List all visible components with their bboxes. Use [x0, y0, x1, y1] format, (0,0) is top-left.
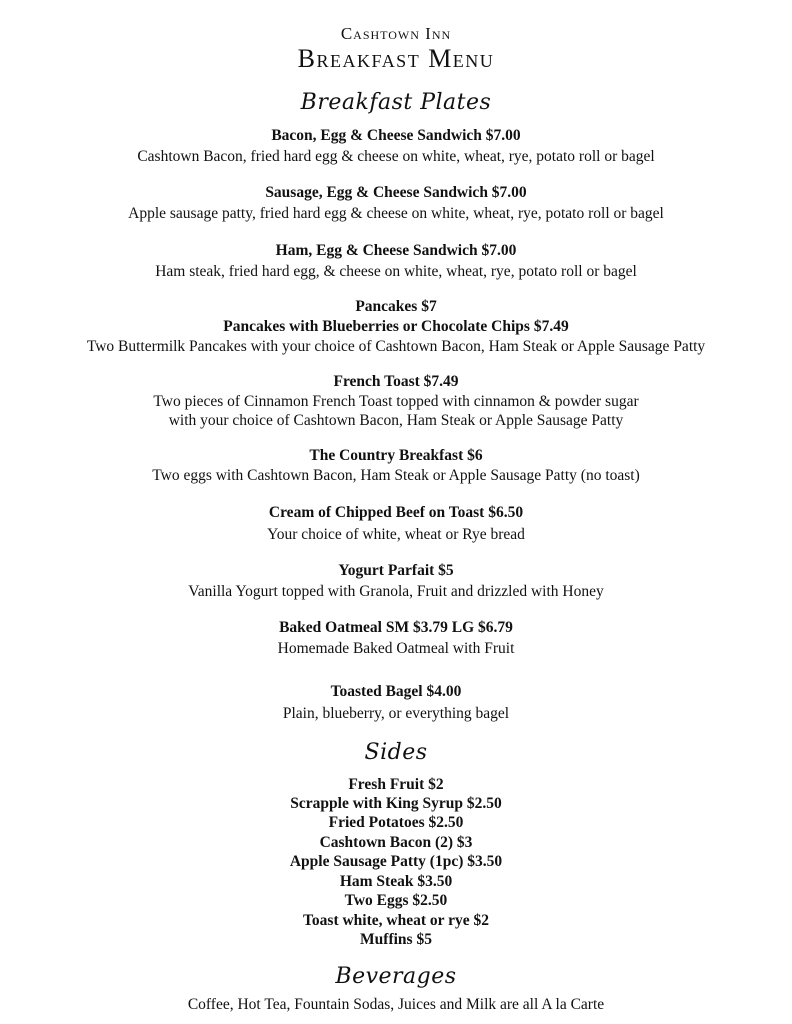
- plate-description: Apple sausage patty, fried hard egg & cheese on white, wheat, rye, potato roll or bagel: [128, 205, 664, 222]
- plate-description: Vanilla Yogurt topped with Granola, Fruit and drizzled with Honey: [188, 583, 604, 600]
- inn-name: Cashtown Inn: [340, 24, 452, 43]
- plate-title: Yogurt Parfait $5: [338, 562, 454, 579]
- plate-description: Two Buttermilk Pancakes with your choice of Cashtown Bacon, Ham Steak or Apple Sausage Patty: [86, 338, 706, 355]
- plate-description: Your choice of white, wheat or Rye bread: [267, 526, 525, 543]
- plate-title: Bacon, Egg & Cheese Sandwich $7.00: [271, 127, 521, 144]
- side-item: Fried Potatoes $2.50: [328, 814, 464, 831]
- section-title-sides: Sides: [364, 740, 428, 765]
- plate-description: Two eggs with Cashtown Bacon, Ham Steak or Apple Sausage Patty (no toast): [152, 467, 640, 484]
- side-item: Fresh Fruit $2: [348, 776, 444, 793]
- plate-title: Toasted Bagel $4.00: [330, 683, 462, 700]
- section-title-breakfast-plates: Breakfast Plates: [300, 90, 492, 115]
- plate-title: French Toast $7.49: [333, 373, 459, 390]
- plate-title: Cream of Chipped Beef on Toast $6.50: [268, 504, 524, 521]
- plate-title: Pancakes $7: [355, 298, 437, 315]
- beverages-note: Coffee, Hot Tea, Fountain Sodas, Juices and Milk are all A la Carte: [187, 996, 605, 1013]
- plate-description: Cashtown Bacon, fried hard egg & cheese on white, wheat, rye, potato roll or bagel: [137, 148, 655, 165]
- menu-title: Breakfast Menu: [297, 44, 495, 73]
- plate-description: Homemade Baked Oatmeal with Fruit: [277, 640, 515, 657]
- plate-description: Two pieces of Cinnamon French Toast topped with cinnamon & powder sugar: [153, 393, 639, 410]
- plate-title: Ham, Egg & Cheese Sandwich $7.00: [275, 242, 517, 259]
- plate-description: Plain, blueberry, or everything bagel: [282, 705, 510, 722]
- plate-description: Ham steak, fried hard egg, & cheese on white, wheat, rye, potato roll or bagel: [155, 263, 637, 280]
- side-item: Apple Sausage Patty (1pc) $3.50: [289, 853, 503, 870]
- side-item: Muffins $5: [360, 931, 432, 948]
- plate-description-secondary: with your choice of Cashtown Bacon, Ham Steak or Apple Sausage Patty: [168, 412, 624, 429]
- plate-title: Baked Oatmeal SM $3.79 LG $6.79: [279, 619, 513, 636]
- side-item: Ham Steak $3.50: [339, 873, 453, 890]
- plate-title-secondary: Pancakes with Blueberries or Chocolate Chips $7.49: [223, 318, 569, 335]
- side-item: Toast white, wheat or rye $2: [303, 912, 489, 929]
- section-title-beverages: Beverages: [335, 964, 457, 989]
- plate-title: The Country Breakfast $6: [309, 447, 483, 464]
- side-item: Scrapple with King Syrup $2.50: [290, 795, 502, 812]
- side-item: Cashtown Bacon (2) $3: [319, 834, 473, 851]
- plate-title: Sausage, Egg & Cheese Sandwich $7.00: [265, 184, 527, 201]
- side-item: Two Eggs $2.50: [344, 892, 448, 909]
